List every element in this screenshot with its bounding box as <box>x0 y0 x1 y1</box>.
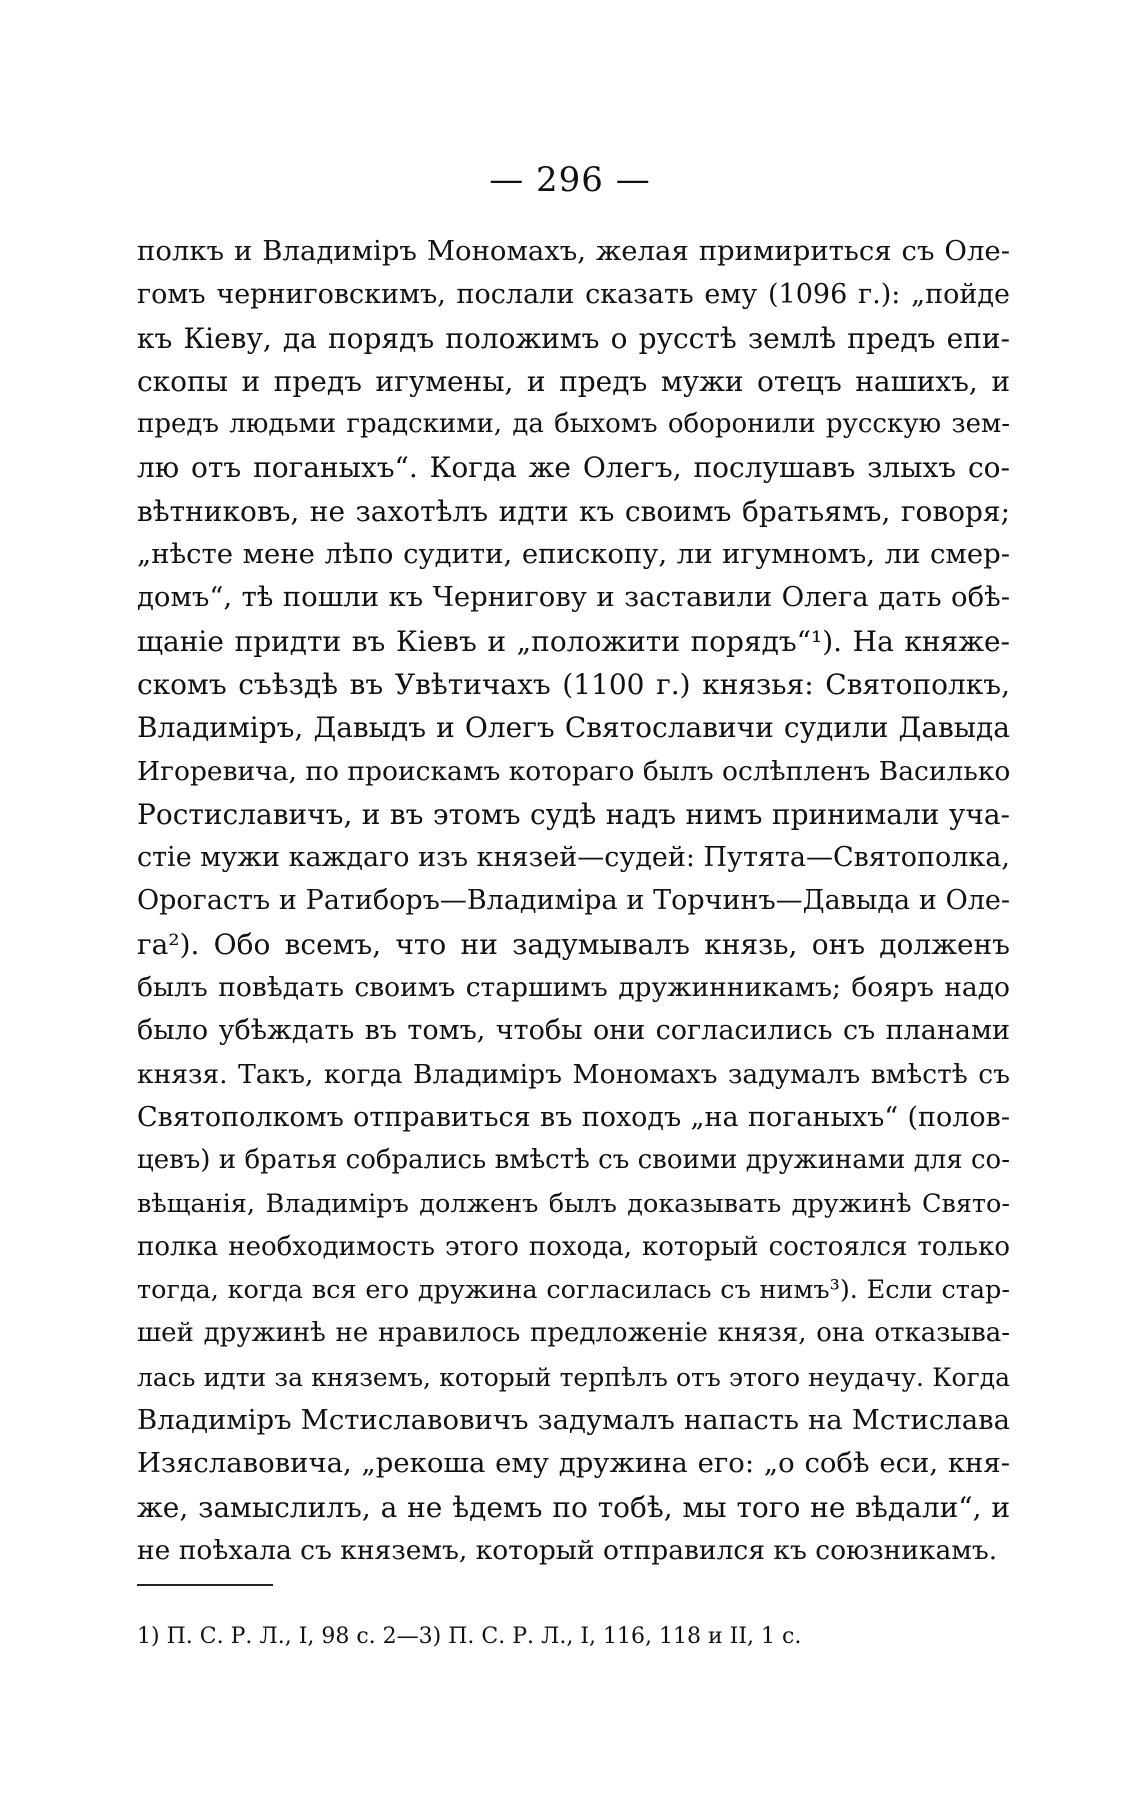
text-line: полкъ и Владиміръ Мономахъ, желая примириться съ Оле- <box>137 235 1010 267</box>
text-line: Ростиславичъ, и въ этомъ судѣ надъ нимъ принимали уча- <box>137 797 1010 831</box>
page-number: — 296 — <box>489 160 651 200</box>
text-line: вѣщанія, Владиміръ долженъ былъ доказывать дружинѣ Свято- <box>137 1188 1010 1219</box>
text-line: домъ“, тѣ пошли къ Чернигову и заставили Олега дать обѣ- <box>137 581 1010 614</box>
text-line: Владиміръ Мстиславовичъ задумалъ напасть на Мстислава <box>137 1404 1010 1437</box>
text-line: предъ людьми градскими, да быхомъ оборонили русскую зем- <box>137 409 1010 440</box>
text-line: скопы и предъ игумены, и предъ мужи отецъ нашихъ, и <box>137 364 1010 398</box>
text-line: скомъ съѣздѣ въ Увѣтичахъ (1100 г.) князья: Святополкъ, <box>137 667 1010 701</box>
text-line: къ Кіеву, да порядъ положимъ о русстѣ землѣ предъ епи- <box>137 321 1010 355</box>
text-line: Святополкомъ отправиться въ походъ „на поганыхъ“ (полов- <box>137 1101 1010 1133</box>
text-line: Изяславовича, „рекоша ему дружина его: „о собѣ еси, кня- <box>137 1447 1010 1480</box>
text-line: „нѣсте мене лѣпо судити, епископу, ли игумномъ, ли смер- <box>137 538 1010 571</box>
text-line: щаніе придти въ Кіевъ и „положити порядъ“¹). На княже- <box>137 624 1010 658</box>
text-line: вѣтниковъ, не захотѣлъ идти къ своимъ братьямъ, говоря; <box>137 494 1010 528</box>
footnote-rule <box>137 1584 273 1586</box>
body-text <box>137 230 1010 1572</box>
text-line: стіе мужи каждаго изъ князей—судей: Путята—Святополка, <box>137 842 1010 874</box>
text-line: Владиміръ, Давыдъ и Олегъ Святославичи судили Давыда <box>137 711 1010 745</box>
text-line: лась идти за княземъ, который терпѣлъ отъ этого неудачу. Когда <box>137 1362 1010 1392</box>
text-line: цевъ) и братья собрались вмѣстѣ съ своими дружинами для со- <box>137 1145 1010 1176</box>
text-line: полка необходимость этого похода, который состоялся только <box>137 1231 1010 1262</box>
text-line: тогда, когда вся его дружина согласилась съ нимъ³). Если стар- <box>137 1275 1010 1306</box>
text-line: князя. Такъ, когда Владиміръ Мономахъ задумалъ вмѣстѣ съ <box>137 1058 1010 1090</box>
text-line: Игоревича, по проискамъ котораго былъ ослѣпленъ Василько <box>137 755 1011 787</box>
text-line: га²). Обо всемъ, что ни задумывалъ князь, онъ долженъ <box>137 927 1010 961</box>
text-line: же, замыслилъ, а не ѣдемъ по тобѣ, мы того не вѣдали“, и <box>137 1490 1010 1524</box>
footnote: 1) П. С. Р. Л., I, 98 с. 2—3) П. С. Р. Л., I, 116, 118 и II, 1 с. <box>137 1624 802 1649</box>
text-line: Орогастъ и Ратиборъ—Владиміра и Торчинъ—Давыда и Оле- <box>137 885 1010 917</box>
text-line: лю отъ поганыхъ“. Когда же Олегъ, послушавъ злыхъ со- <box>137 451 1010 485</box>
text-line: было убѣждать въ томъ, чтобы они согласились съ планами <box>137 1015 1010 1047</box>
text-line: шей дружинѣ не нравилось предложеніе князя, она отказыва- <box>137 1318 1010 1349</box>
text-line: не поѣхала съ княземъ, который отправился къ союзникамъ. <box>137 1534 998 1566</box>
text-line: былъ повѣдать своимъ старшимъ дружинникамъ; бояръ надо <box>137 972 1010 1004</box>
text-line: гомъ черниговскимъ, послали сказать ему (1096 г.): „пойде <box>137 279 1010 311</box>
